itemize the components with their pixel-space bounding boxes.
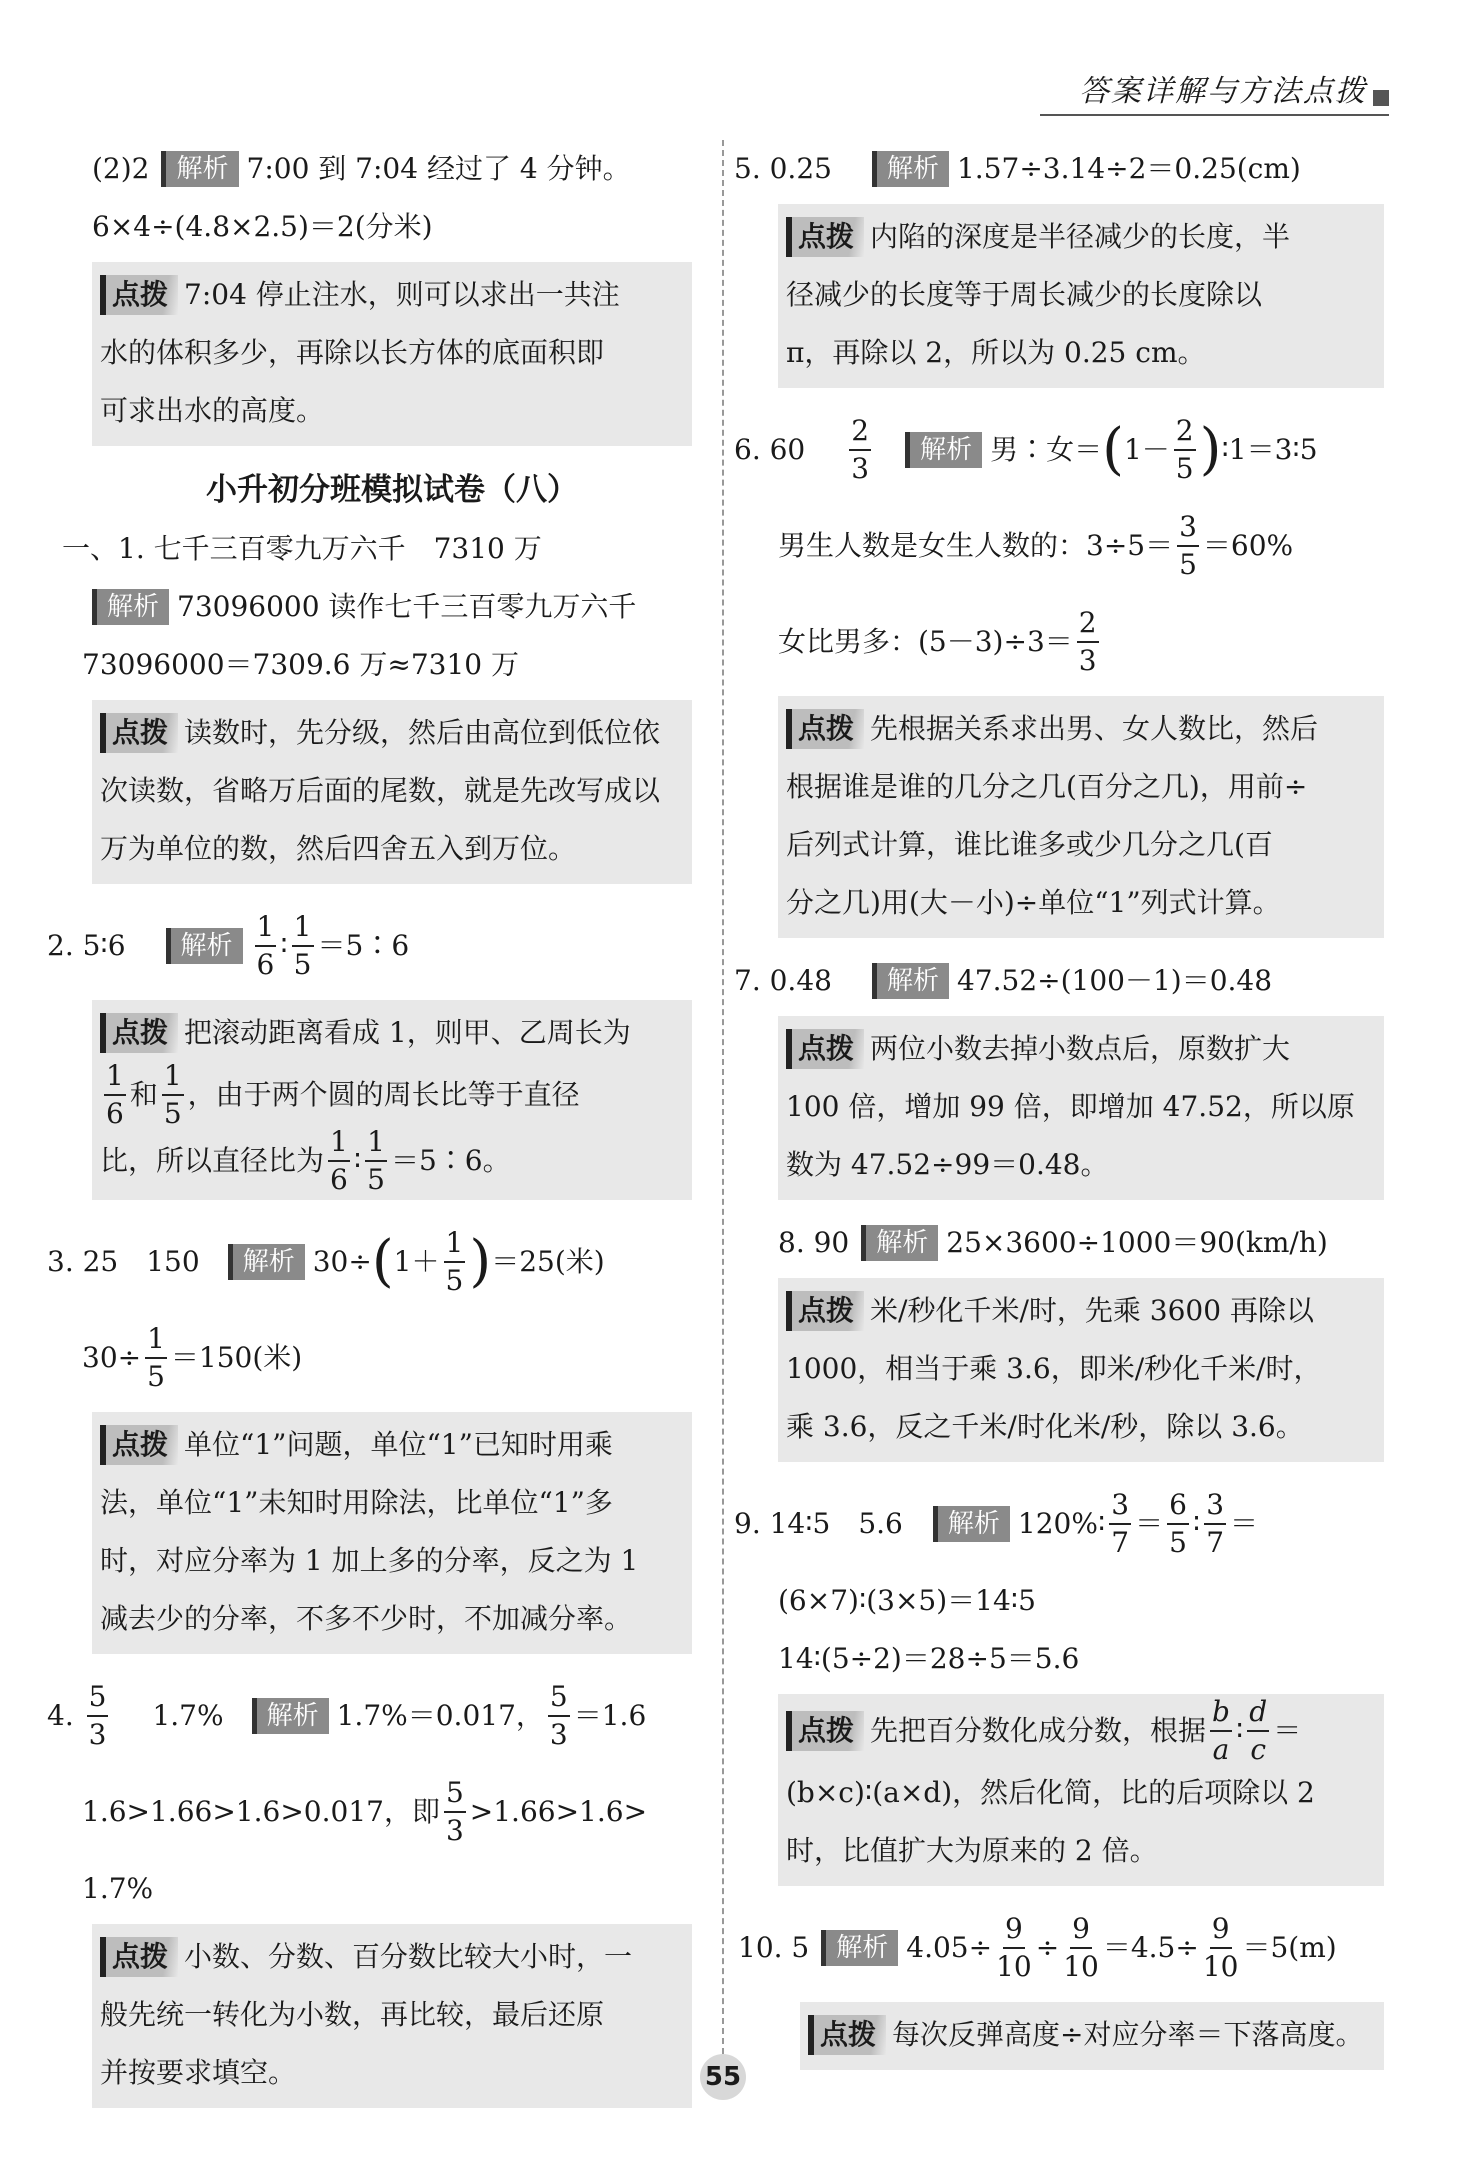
fraction: $\frac{5}{3}$ — [549, 1680, 568, 1751]
q6-tip: 点拨 先根据关系求出男、女人数比，然后 根据谁是谁的几分之几(百分之几)，用前÷ 后列式计算，谁比谁多或少几分之几(百 分之几)用(大－小)÷单位“1”列式计算。 — [778, 696, 1384, 938]
jiexi-tag: 解析 — [166, 928, 243, 964]
fraction: $\frac{3}{5}$ — [1179, 510, 1197, 581]
dianbo-tag: 点拨 — [786, 709, 864, 749]
dianbo-tag: 点拨 — [100, 1937, 178, 1977]
dianbo-tag: 点拨 — [786, 217, 864, 257]
fraction: $\frac{d}{c}$ — [1249, 1695, 1268, 1766]
q1-answer: 一、1. 七千三百零九万六千 7310 万 — [62, 532, 542, 565]
fraction: $\frac{2}{3}$ — [1078, 606, 1097, 677]
fraction: $\frac{b}{a}$ — [1212, 1695, 1230, 1766]
q8-tip: 点拨 米/秒化千米/时，先乘 3600 再除以 1000，相当于乘 3.6，即米/秒化千米/时， 乘 3.6，反之千米/时化米/秒，除以 3.6。 — [778, 1278, 1384, 1462]
q10-answer-line: 10. 5 解析 4.05÷ $\frac{9}{10}$ ÷ $\frac{9}{10}$ ＝4.5÷ $\frac{9}{10}$ ＝5(m) — [738, 1912, 1337, 1983]
fraction: $\frac{5}{3}$ — [445, 1776, 464, 1847]
q1-tip: 点拨 读数时，先分级，然后由高位到低位依 次读数，省略万后面的尾数，就是先改写成以 万为单位的数，然后四舍五入到万位。 — [92, 700, 692, 884]
fraction: $\frac{1}{6}$ — [106, 1059, 124, 1130]
jiexi-tag: 解析 — [161, 151, 238, 187]
q7-answer-line: 7. 0.48 解析 47.52÷(100－1)＝0.48 — [734, 964, 1273, 997]
fraction: $\frac{9}{10}$ — [996, 1912, 1032, 1983]
q7-tip: 点拨 两位小数去掉小数点后，原数扩大 100 倍，增加 99 倍，即增加 47.52，所以原 数为 47.52÷99＝0.48。 — [778, 1016, 1384, 1200]
dianbo-tag: 点拨 — [786, 1711, 864, 1751]
page-number: 55 — [700, 2054, 746, 2100]
jiexi-tag: 解析 — [905, 432, 982, 468]
fraction: $\frac{1}{5}$ — [367, 1125, 385, 1196]
section-title: 小升初分班模拟试卷（八） — [206, 472, 578, 508]
jiexi-tag: 解析 — [252, 1698, 329, 1734]
q9-tip: 点拨 先把百分数化成分数，根据 $\frac{b}{a}$ ∶ $\frac{d}{c}$ ＝ (b×c)∶(a×d)，然后化简，比的后项除以 2 时，比值扩大为原来的 2 倍。 — [778, 1694, 1384, 1886]
q6-answer-line: 6. 60 $\frac{2}{3}$ 解析 男∶女＝ ( 1－ $\frac{2}{5}$ ) ∶1＝3∶5 — [734, 414, 1318, 485]
fraction: $\frac{1}{6}$ — [256, 910, 275, 981]
q1-calc: 73096000＝7309.6 万≈7310 万 — [82, 648, 520, 681]
q8-answer-line: 8. 90 解析 25×3600÷1000＝90(km/h) — [778, 1226, 1328, 1259]
q5-tip: 点拨 内陷的深度是半径减少的长度，半 径减少的长度等于周长减少的长度除以 π，再除以 2，所以为 0.25 cm。 — [778, 204, 1384, 388]
q2-answer-line: 2. 5∶6 解析 $\frac{1}{6}$ ∶ $\frac{1}{5}$ ＝5∶6 — [47, 910, 410, 981]
dianbo-tag: 点拨 — [100, 275, 178, 315]
jiexi-tag: 解析 — [861, 1225, 938, 1261]
dianbo-tag: 点拨 — [786, 1029, 864, 1069]
q9-line3: 14∶(5÷2)＝28÷5＝5.6 — [778, 1642, 1080, 1675]
jiexi-tag: 解析 — [872, 151, 949, 187]
q4-calc: 1.6>1.66>1.6>0.017，即 $\frac{5}{3}$ >1.66>1.6> — [82, 1776, 648, 1847]
fraction: $\frac{1}{5}$ — [293, 910, 312, 981]
q2-2-calc: 6×4÷(4.8×2.5)＝2(分米) — [92, 210, 433, 243]
jiexi-tag: 解析 — [92, 589, 169, 625]
q9-line2: (6×7)∶(3×5)＝14∶5 — [778, 1584, 1036, 1617]
fraction: $\frac{2}{5}$ — [1175, 414, 1194, 485]
dianbo-tag: 点拨 — [808, 2015, 886, 2055]
fraction: $\frac{5}{3}$ — [88, 1680, 107, 1751]
q4-tip: 点拨 小数、分数、百分数比较大小时，一 般先统一转化为小数，再比较，最后还原 并按要求填空。 — [92, 1924, 692, 2108]
fraction: $\frac{3}{7}$ — [1206, 1488, 1225, 1559]
jiexi-tag: 解析 — [933, 1506, 1010, 1542]
jiexi-tag: 解析 — [872, 963, 949, 999]
q2-2-tip: 点拨 7:04 停止注水，则可以求出一共注 水的体积多少，再除以长方体的底面积即 可求出水的高度。 — [92, 262, 692, 446]
dianbo-tag: 点拨 — [100, 713, 178, 753]
fraction: $\frac{1}{6}$ — [330, 1125, 348, 1196]
fraction: $\frac{1}{5}$ — [163, 1059, 182, 1130]
q1-jiexi-line: 解析 73096000 读作七千三百零九万六千 — [92, 578, 692, 636]
column-divider — [722, 140, 724, 2074]
dianbo-tag: 点拨 — [100, 1013, 178, 1053]
jiexi-tag: 解析 — [821, 1930, 898, 1966]
q6-line3: 女比男多：(5－3)÷3＝ $\frac{2}{3}$ — [778, 606, 1097, 677]
fraction: $\frac{2}{3}$ — [851, 414, 870, 485]
header-square-icon — [1373, 90, 1389, 106]
fraction: $\frac{6}{5}$ — [1169, 1488, 1187, 1559]
q4-answer-line: 4. $\frac{5}{3}$ 1.7% 解析 1.7%＝0.017， $\frac{5}{3}$ ＝1.6 — [47, 1680, 647, 1751]
dianbo-tag: 点拨 — [100, 1425, 178, 1465]
fraction: $\frac{1}{5}$ — [147, 1322, 165, 1393]
left-column — [47, 140, 692, 2122]
q3-calc2: 30÷ $\frac{1}{5}$ ＝150(米) — [82, 1322, 303, 1393]
q4-calc-tail: 1.7% — [82, 1872, 154, 1905]
q5-answer-line: 5. 0.25 解析 1.57÷3.14÷2＝0.25(cm) — [734, 152, 1301, 185]
q3-answer-line: 3. 25 150 解析 30÷ ( 1＋ $\frac{1}{5}$ ) ＝25(米) — [47, 1226, 605, 1297]
fraction: $\frac{9}{10}$ — [1202, 1912, 1239, 1983]
q10-tip: 点拨 每次反弹高度÷对应分率＝下落高度。 — [800, 2002, 1384, 2070]
page-header — [1040, 70, 1389, 116]
fraction: $\frac{1}{5}$ — [445, 1226, 464, 1297]
q3-tip: 点拨 单位“1”问题，单位“1”已知时用乘 法，单位“1”未知时用除法，比单位“1”多 时，对应分率为 1 加上多的分率，反之为 1 减去少的分率，不多不少时，不加减分率。 — [92, 1412, 692, 1654]
fraction: $\frac{9}{10}$ — [1063, 1912, 1099, 1983]
header-title: 答案详解与方法点拨 — [1079, 74, 1367, 109]
fraction: $\frac{3}{7}$ — [1111, 1488, 1130, 1559]
right-column — [734, 140, 1384, 2084]
jiexi-tag: 解析 — [228, 1244, 305, 1280]
q9-answer-line: 9. 14∶5 5.6 解析 120%∶ $\frac{3}{7}$ ＝ $\frac{6}{5}$ ∶ $\frac{3}{7}$ ＝ — [734, 1488, 1259, 1559]
dianbo-tag: 点拨 — [786, 1291, 864, 1331]
q2-2-answer-line: (2)2 解析 7:00 到 7:04 经过了 4 分钟。 — [92, 152, 631, 185]
q2-tip: 点拨 把滚动距离看成 1，则甲、乙周长为 $\frac{1}{6}$ 和 $\frac{1}{5}$ ，由于两个圆的周长比等于直径 比，所以直径比为 $\frac{1}{6}$ ∶ $\frac{1}{5}$ ＝5∶6。 — [92, 1000, 692, 1200]
q6-line2: 男生人数是女生人数的：3÷5＝ $\frac{3}{5}$ ＝60% — [778, 510, 1294, 581]
